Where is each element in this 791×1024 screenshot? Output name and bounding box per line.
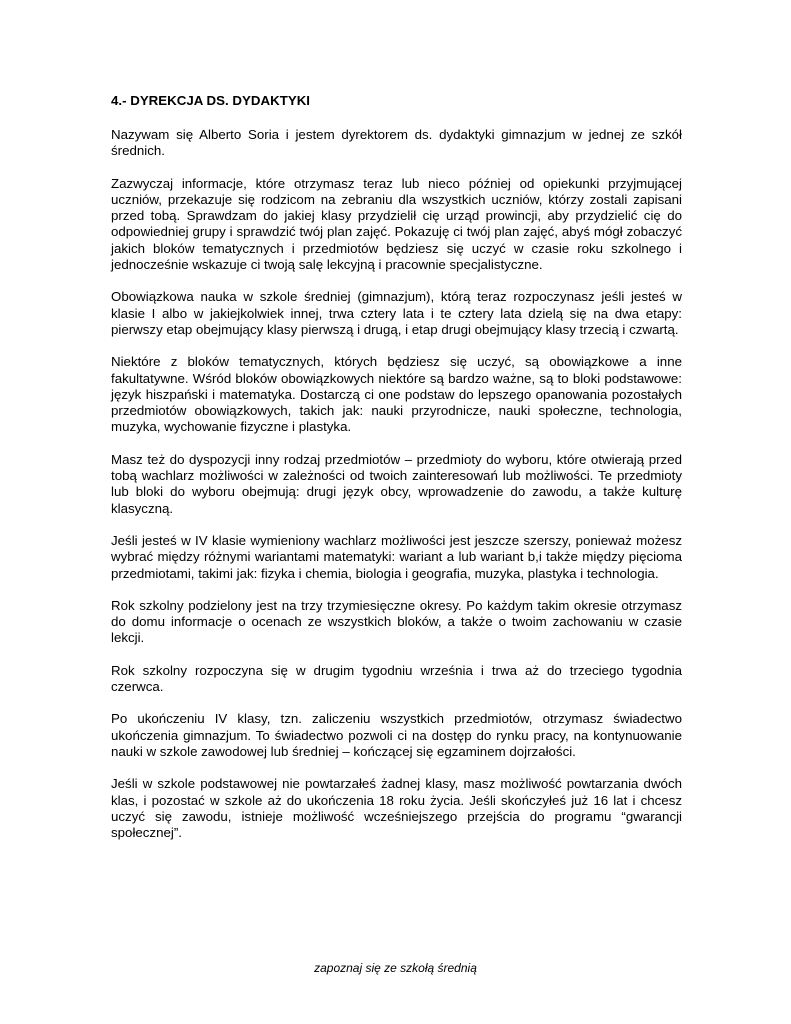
paragraph-subject-blocks: Niektóre z bloków tematycznych, których będziesz się uczyć, są obowiązkowe a inne fakultatywne. Wśród bloków obowiązkowych niektóre są bardzo ważne, są to bloki podstawowe: język hiszpański i matematyka. Dostarczą ci one podstaw do lepszego opanowania pozostałych przedmiotów obowiązkowych, takich jak: nauki przyrodnicze, nauki społeczne, technologia, muzyka, wychowanie fizyczne i plastyka. — [111, 354, 682, 435]
section-heading: 4.- DYREKCJA DS. DYDAKTYKI — [111, 93, 310, 108]
paragraph-elective-subjects: Masz też do dyspozycji inny rodzaj przedmiotów – przedmioty do wyboru, które otwierają przed tobą wachlarz możliwości w zależności od twoich zainteresowań lub możliwości. Te przedmioty lub bloki do wyboru obejmują: drugi język obcy, wprowadzenie do zawodu, a także kulturę klasyczną. — [111, 451, 682, 516]
paragraph-certificate: Po ukończeniu IV klasy, tzn. zaliczeniu wszystkich przedmiotów, otrzymasz świadectwo ukończenia gimnazjum. To świadectwo pozwoli ci na dostęp do rynku pracy, na kontynuowanie nauki w szkole zawodowej lub średniej – kończącej się egzaminem dojrzałości. — [111, 711, 682, 759]
paragraph-intro: Nazywam się Alberto Soria i jestem dyrektorem ds. dydaktyki gimnazjum w jednej ze szkół średnich. — [111, 127, 682, 159]
paragraph-terms: Rok szkolny podzielony jest na trzy trzymiesięczne okresy. Po każdym takim okresie otrzymasz do domu informacje o ocenach ze wszystkich bloków, a także o twoim zachowaniu w czasie lekcji. — [111, 597, 682, 646]
document-body — [111, 93, 682, 857]
paragraph-fourth-class-options: Jeśli jesteś w IV klasie wymieniony wachlarz możliwości jest jeszcze szerszy, ponieważ możesz wybrać między różnymi wariantami matematyki: wariant a lub wariant b,i także między pięcioma przedmiotami, takimi jak: fizyka i chemia, biologia i geografia, muzyka, plastyka i technologia. — [111, 532, 682, 581]
paragraph-repeating-classes: Jeśli w szkole podstawowej nie powtarzałeś żadnej klasy, masz możliwość powtarzania dwóch klas, i pozostać w szkole aż do ukończenia 18 roku życia. Jeśli skończyłeś już 16 lat i chcesz uczyć się zawodu, istnieje możliwość wcześniejszego przejścia do programu “gwarancji społecznej”. — [111, 776, 682, 841]
paragraph-school-year: Rok szkolny rozpoczyna się w drugim tygodniu września i trwa aż do trzeciego tygodnia czerwca. — [111, 662, 682, 695]
paragraph-schedule-info: Zazwyczaj informacje, które otrzymasz teraz lub nieco później od opiekunki przyjmującej uczniów, przekazuje się rodzicom na zebraniu dla wszystkich uczniów, którzy zostali zapisani przed tobą. Sprawdzam do jakiej klasy przydzielił cię urząd prowincji, aby przydzielić cię do odpowiedniej grupy i sprawdzić twój plan zajęć. Pokazuję ci twój plan zajęć, abyś mógł zobaczyć jakich bloków tematycznych i przedmiotów będziesz się uczyć w czasie roku szkolnego i jednocześnie wskazuje ci twoją salę lekcyjną i pracownie specjalistyczne. — [111, 175, 682, 273]
paragraph-compulsory-education: Obowiązkowa nauka w szkole średniej (gimnazjum), którą teraz rozpoczynasz jeśli jesteś w klasie I albo w jakiejkolwiek innej, trwa cztery lata i te cztery lata dzielą się na dwa etapy: pierwszy etap obejmujący klasy pierwszą i drugą, i etap drugi obejmujący klasy trzecią i czwartą. — [111, 289, 682, 337]
page-footer: zapoznaj się ze szkołą średnią — [314, 961, 477, 975]
